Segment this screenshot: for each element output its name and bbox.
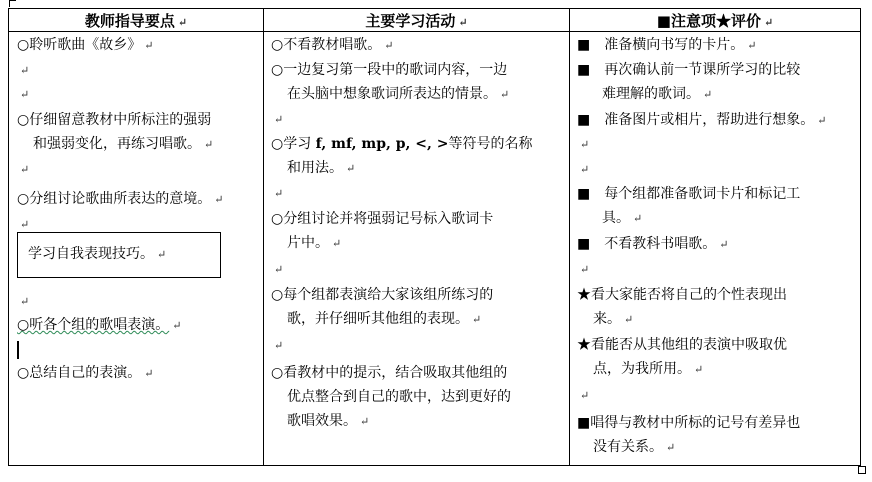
guidance-item: ○聆听歌曲《故乡》 ↵ bbox=[17, 37, 154, 53]
text-cursor bbox=[17, 341, 19, 359]
empty-paragraph: ↵ bbox=[20, 88, 30, 101]
note-item: ■ 每个组都准备歌词卡片和标记工 bbox=[577, 186, 801, 202]
header-learning-activities: 主要学习活动 ↵ bbox=[264, 9, 570, 32]
note-item: ■唱得与教材中所标的记号有差异也 bbox=[577, 415, 801, 431]
empty-paragraph: ↵ bbox=[20, 295, 30, 308]
empty-paragraph: ↵ bbox=[274, 113, 284, 126]
note-item: ■ 准备横向书写的卡片。 ↵ bbox=[577, 37, 757, 53]
guidance-item: ○分组讨论歌曲所表达的意境。 ↵ bbox=[17, 191, 224, 207]
lesson-plan-table bbox=[8, 8, 861, 466]
empty-paragraph: ↵ bbox=[274, 187, 284, 200]
guidance-item: ○听各个组的歌唱表演。 ↵ bbox=[17, 317, 182, 333]
text-box-self-expression: 学习自我表现技巧。 ↵ bbox=[17, 232, 221, 278]
guidance-item-cont: 和强弱变化，再练习唱歌。 ↵ bbox=[33, 136, 214, 152]
content-row bbox=[9, 32, 861, 466]
empty-paragraph: ↵ bbox=[274, 339, 284, 352]
activity-item-cont: 歌，并仔细听其他组的表现。 ↵ bbox=[287, 311, 482, 327]
empty-paragraph: ↵ bbox=[20, 64, 30, 77]
note-item-cont: 具。 ↵ bbox=[602, 210, 643, 226]
evaluation-item: ★看能否从其他组的表演中吸取优 bbox=[577, 337, 787, 353]
note-item: ■ 再次确认前一节课所学习的比较 bbox=[577, 62, 801, 78]
margin-corner-mark bbox=[9, 0, 16, 7]
activity-item-cont: 歌唱效果。 ↵ bbox=[287, 413, 370, 429]
note-item-cont: 没有关系。 ↵ bbox=[593, 439, 676, 455]
empty-paragraph: ↵ bbox=[580, 138, 590, 151]
cell-teacher-guidance bbox=[9, 32, 264, 466]
cell-notes-evaluation bbox=[570, 32, 861, 466]
evaluation-item: ★看大家能否将自己的个性表现出 bbox=[577, 287, 787, 303]
activity-item-cont: 和用法。 ↵ bbox=[287, 160, 356, 176]
empty-paragraph: ↵ bbox=[20, 218, 30, 231]
guidance-item: ○仔细留意教材中所标注的强弱 bbox=[17, 112, 212, 128]
activity-item: ○不看教材唱歌。 ↵ bbox=[271, 37, 394, 53]
empty-paragraph: ↵ bbox=[274, 263, 284, 276]
evaluation-item-cont: 来。 ↵ bbox=[593, 311, 634, 327]
activity-item-cont: 片中。 ↵ bbox=[287, 235, 342, 251]
activity-item: ○学习 f, mf, mp, p, <, >等符号的名称 bbox=[271, 136, 533, 152]
activity-item-cont: 优点整合到自己的歌中，达到更好的 bbox=[287, 389, 511, 405]
activity-item-cont: 在头脑中想象歌词所表达的情景。 ↵ bbox=[287, 86, 510, 102]
activity-item: ○一边复习第一段中的歌词内容，一边 bbox=[271, 62, 508, 78]
evaluation-item-cont: 点，为我所用。 ↵ bbox=[593, 361, 704, 377]
header-row bbox=[9, 9, 861, 32]
note-item: ■ 不看教科书唱歌。 ↵ bbox=[577, 236, 729, 252]
empty-paragraph: ↵ bbox=[580, 389, 590, 402]
header-teacher-guidance: 教师指导要点 ↵ bbox=[9, 9, 264, 32]
activity-item: ○每个组都表演给大家该组所练习的 bbox=[271, 287, 494, 303]
activity-item: ○分组讨论并将强弱记号标入歌词卡 bbox=[271, 211, 494, 227]
table-end-handle[interactable] bbox=[858, 466, 866, 474]
cell-learning-activities bbox=[264, 32, 570, 466]
empty-paragraph: ↵ bbox=[580, 163, 590, 176]
empty-paragraph: ↵ bbox=[20, 163, 30, 176]
header-notes-evaluation: ■注意项★评价 ↵ bbox=[570, 9, 861, 32]
note-item-cont: 难理解的歌词。 ↵ bbox=[602, 86, 713, 102]
dynamics-symbols: f, mf, mp, p, <, > bbox=[315, 136, 449, 152]
empty-paragraph: ↵ bbox=[580, 263, 590, 276]
guidance-item: ○总结自己的表演。 ↵ bbox=[17, 365, 154, 381]
note-item: ■ 准备图片或相片，帮助进行想象。 ↵ bbox=[577, 112, 827, 128]
activity-item: ○看教材中的提示，结合吸取其他组的 bbox=[271, 365, 508, 381]
